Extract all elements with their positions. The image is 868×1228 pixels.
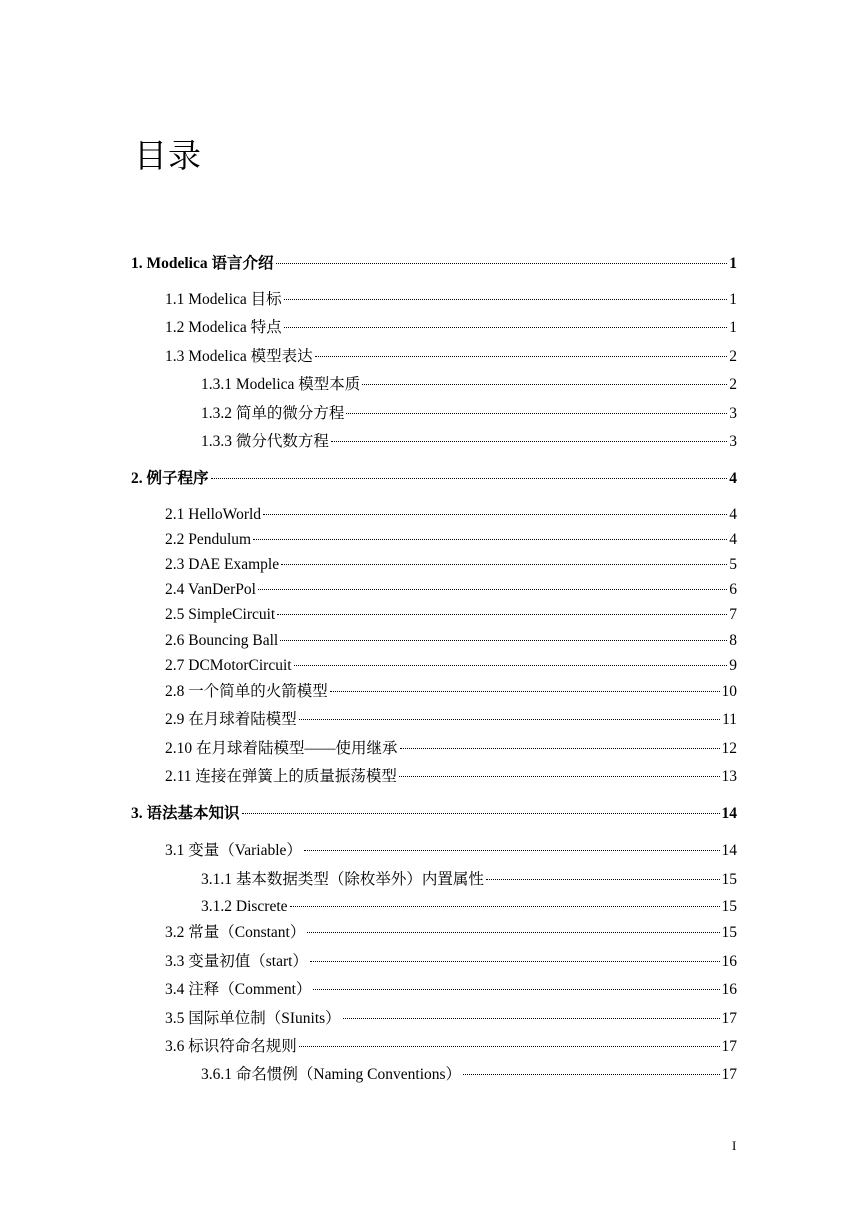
toc-entry-page: 2 xyxy=(729,376,737,393)
toc-entry[interactable] xyxy=(201,897,737,917)
leader-dots xyxy=(299,718,720,720)
toc-entry-label: 1.1 Modelica 目标 xyxy=(165,291,282,308)
toc-entry[interactable] xyxy=(165,1009,737,1029)
leader-dots xyxy=(400,747,720,749)
leader-dots xyxy=(343,1017,720,1019)
toc-entry-label: 1.2 Modelica 特点 xyxy=(165,319,282,336)
leader-dots xyxy=(253,538,727,540)
leader-dots xyxy=(310,960,720,962)
toc-entry-label: 3. 语法基本知识 xyxy=(131,805,240,822)
leader-dots xyxy=(284,298,728,300)
toc-entry[interactable] xyxy=(165,656,737,676)
toc-entry-label: 2.1 HelloWorld xyxy=(165,506,262,523)
leader-dots xyxy=(277,613,727,615)
toc-entry-label: 3.3 变量初值（start） xyxy=(165,953,308,970)
toc-entry-page: 17 xyxy=(721,1066,737,1083)
toc-entry-page: 6 xyxy=(729,581,737,598)
leader-dots xyxy=(331,440,727,442)
toc-entry-label: 1. Modelica 语言介绍 xyxy=(131,255,274,272)
toc-entry[interactable] xyxy=(165,739,737,759)
leader-dots xyxy=(276,262,728,264)
toc-entry-page: 4 xyxy=(729,531,737,548)
toc-entry-label: 3.6.1 命名惯例（Naming Conventions） xyxy=(201,1066,462,1083)
toc-entry-page: 16 xyxy=(721,953,737,970)
toc-entry-page: 15 xyxy=(721,871,737,888)
toc-entry-label: 2.5 SimpleCircuit xyxy=(165,606,276,623)
toc-entry-page: 15 xyxy=(721,924,737,941)
page-title: 目录 xyxy=(134,136,202,175)
toc-entry[interactable] xyxy=(165,631,737,651)
toc-entry-page: 1 xyxy=(729,291,737,308)
toc-entry[interactable] xyxy=(165,347,737,367)
toc-entry-label: 2.9 在月球着陆模型 xyxy=(165,711,297,728)
toc-entry-page: 4 xyxy=(729,470,737,487)
toc-entry[interactable] xyxy=(165,505,737,525)
toc-entry-label: 3.2 常量（Constant） xyxy=(165,924,306,941)
leader-dots xyxy=(281,563,727,565)
toc-entry[interactable] xyxy=(165,605,737,625)
toc-entry-label: 2.3 DAE Example xyxy=(165,556,280,573)
leader-dots xyxy=(362,383,727,385)
toc-entry[interactable] xyxy=(201,1065,737,1085)
toc-entry-page: 7 xyxy=(729,606,737,623)
footer-page-number: I xyxy=(732,1138,737,1153)
leader-dots xyxy=(399,775,720,777)
leader-dots xyxy=(299,1045,720,1047)
toc-entry[interactable] xyxy=(165,767,737,787)
toc-entry-label: 3.6 标识符命名规则 xyxy=(165,1038,297,1055)
toc-entry-page: 8 xyxy=(729,632,737,649)
toc-entry-page: 15 xyxy=(721,898,737,915)
toc-entry[interactable] xyxy=(165,555,737,575)
toc-entry[interactable] xyxy=(165,923,737,943)
toc-entry[interactable] xyxy=(131,469,737,489)
leader-dots xyxy=(330,690,720,692)
toc-entry[interactable] xyxy=(165,530,737,550)
leader-dots xyxy=(263,513,727,515)
leader-dots xyxy=(486,878,720,880)
leader-dots xyxy=(346,412,727,414)
toc-entry-page: 17 xyxy=(721,1038,737,1055)
toc-entry-page: 12 xyxy=(721,740,737,757)
toc-entry[interactable] xyxy=(165,318,737,338)
toc-entry-page: 16 xyxy=(721,981,737,998)
leader-dots xyxy=(294,664,728,666)
leader-dots xyxy=(284,326,728,328)
toc-entry-page: 1 xyxy=(729,255,737,272)
toc-entry-page: 5 xyxy=(729,556,737,573)
toc-entry[interactable] xyxy=(165,580,737,600)
leader-dots xyxy=(258,588,727,590)
toc-entry-label: 2.7 DCMotorCircuit xyxy=(165,657,292,674)
toc-entry[interactable] xyxy=(165,1037,737,1057)
leader-dots xyxy=(313,988,719,990)
toc-entry-label: 2.8 一个简单的火箭模型 xyxy=(165,683,328,700)
toc-entry-label: 3.4 注释（Comment） xyxy=(165,981,312,998)
toc-entry-label: 2.2 Pendulum xyxy=(165,531,252,548)
leader-dots xyxy=(307,931,719,933)
toc-entry-page: 4 xyxy=(729,506,737,523)
toc-entry-label: 1.3.2 简单的微分方程 xyxy=(201,405,345,422)
toc-entry[interactable] xyxy=(201,870,737,890)
toc-entry-page: 3 xyxy=(729,433,737,450)
toc-entry-label: 3.1 变量（Variable） xyxy=(165,842,302,859)
toc-entry[interactable] xyxy=(165,980,737,1000)
toc-entry[interactable] xyxy=(165,952,737,972)
leader-dots xyxy=(463,1073,719,1075)
toc-entry[interactable] xyxy=(131,254,737,274)
toc-entry[interactable] xyxy=(165,682,737,702)
toc-entry-page: 14 xyxy=(721,805,737,822)
toc-entry-label: 2. 例子程序 xyxy=(131,470,209,487)
toc-entry[interactable] xyxy=(201,404,737,424)
toc-entry[interactable] xyxy=(165,290,737,310)
toc-entry-label: 3.5 国际单位制（SIunits） xyxy=(165,1010,341,1027)
toc-entry-label: 3.1.2 Discrete xyxy=(201,898,288,915)
toc-entry-page: 1 xyxy=(729,319,737,336)
toc-entry[interactable] xyxy=(165,841,737,861)
toc-entry-page: 11 xyxy=(722,711,737,728)
leader-dots xyxy=(290,905,720,907)
toc-entry[interactable] xyxy=(201,375,737,395)
toc-entry-label: 2.4 VanDerPol xyxy=(165,581,256,598)
leader-dots xyxy=(242,812,720,814)
leader-dots xyxy=(280,639,727,641)
leader-dots xyxy=(304,849,720,851)
toc-entry-label: 2.6 Bouncing Ball xyxy=(165,632,279,649)
toc-entry[interactable] xyxy=(165,710,737,730)
toc-entry-label: 2.11 连接在弹簧上的质量振荡模型 xyxy=(165,768,397,785)
toc-entry-label: 1.3.1 Modelica 模型本质 xyxy=(201,376,361,393)
toc-entry-page: 3 xyxy=(729,405,737,422)
toc-entry-page: 17 xyxy=(721,1010,737,1027)
toc-entry[interactable] xyxy=(131,804,737,824)
toc-entry-page: 9 xyxy=(729,657,737,674)
toc-entry-label: 3.1.1 基本数据类型（除枚举外）内置属性 xyxy=(201,871,484,888)
toc-entry-label: 1.3.3 微分代数方程 xyxy=(201,433,329,450)
toc-entry[interactable] xyxy=(201,432,737,452)
toc-entry-label: 2.10 在月球着陆模型——使用继承 xyxy=(165,740,398,757)
toc-entry-page: 13 xyxy=(721,768,737,785)
toc-entry-page: 2 xyxy=(729,348,737,365)
toc-entry-label: 1.3 Modelica 模型表达 xyxy=(165,348,313,365)
leader-dots xyxy=(315,355,728,357)
toc-entry-page: 14 xyxy=(721,842,737,859)
leader-dots xyxy=(211,477,728,479)
toc-entry-page: 10 xyxy=(721,683,737,700)
